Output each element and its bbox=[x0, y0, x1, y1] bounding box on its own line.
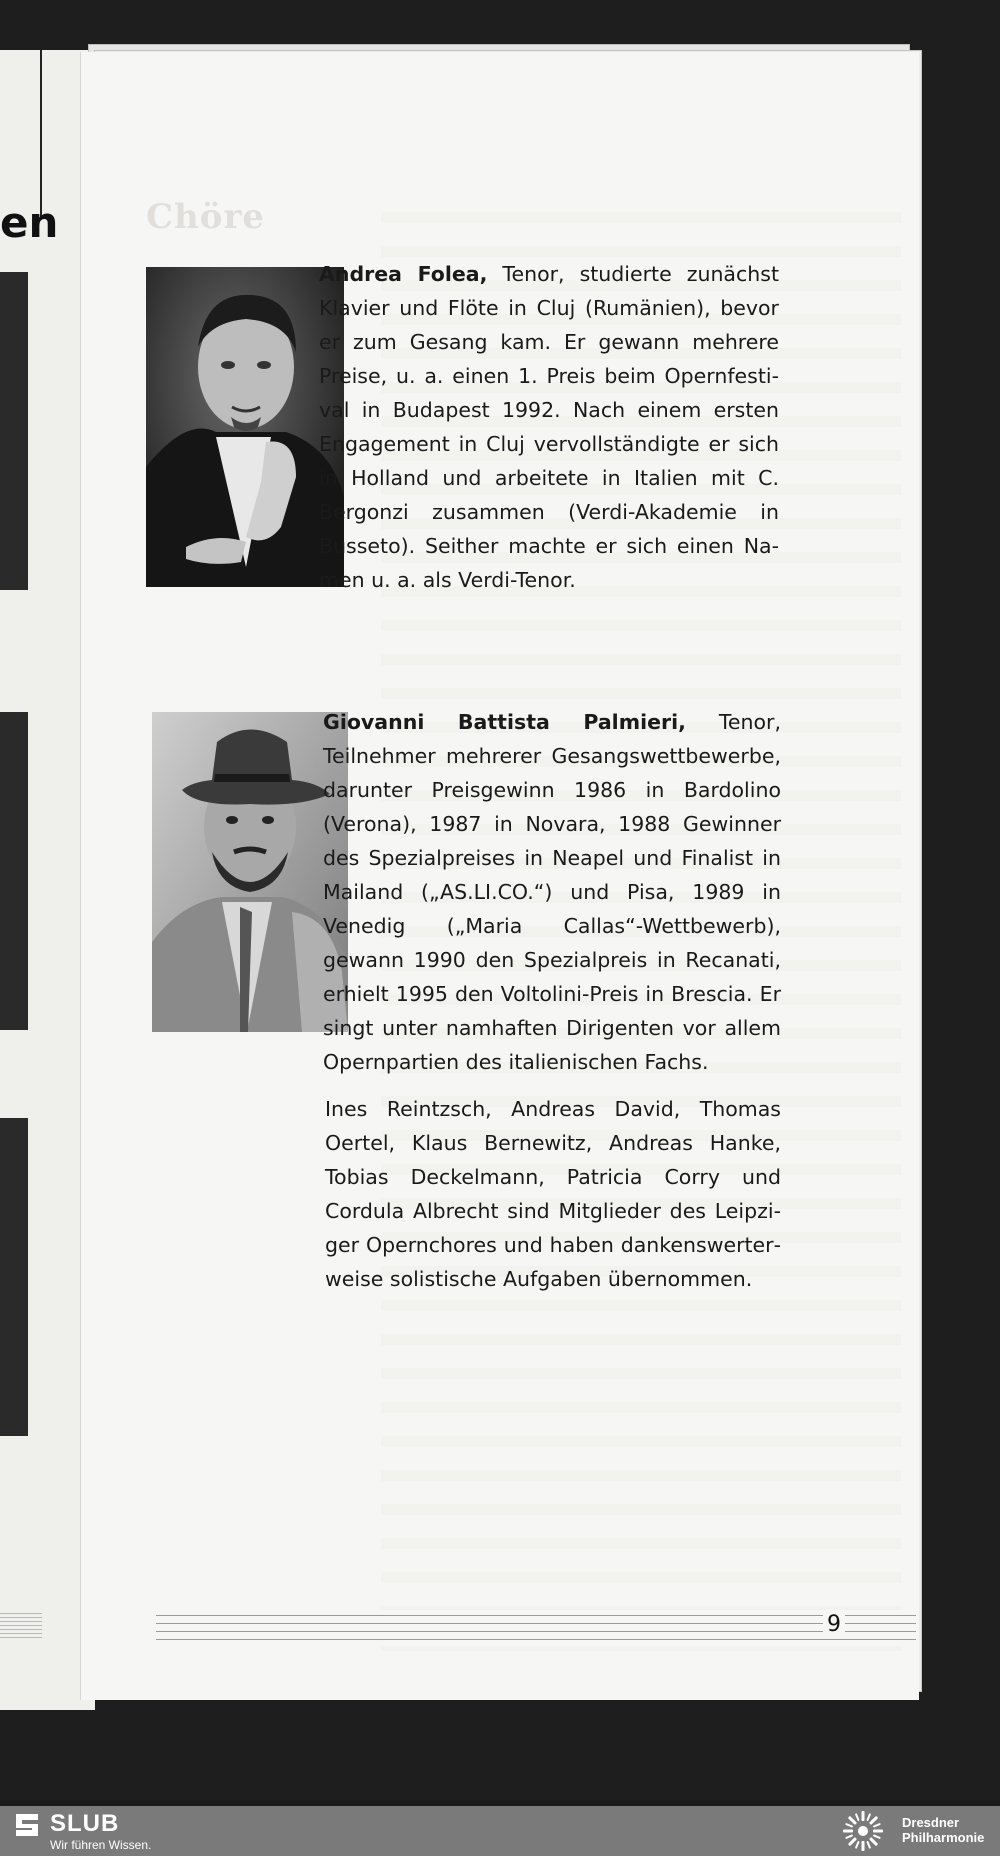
partner-name-line-1: Dresdner bbox=[902, 1815, 960, 1830]
bio-text-andrea-folea: Tenor, studierte zunächst Klavier und Flöte in Cluj (Rumänien), bevor er zum Gesang kam. Er gewann mehrere Preise, u. a. einen 1. Preis beim Opernfestival in Budapest 1992. Nach einem ersten Engagement in Cluj vervollständigte er sich in Holland und arbeitete in Italien mit C. Bergonzi zusammen (Verdi-Akademie in Busseto). Seither machte er sich einen Namen u. a. als Verdi-Tenor. bbox=[319, 262, 779, 592]
decorative-staff-lines bbox=[156, 1610, 916, 1646]
left-page-photo-3 bbox=[0, 1118, 28, 1436]
bio-name-giovanni-battista-palmieri: Giovanni Battista Palmieri, bbox=[323, 710, 686, 734]
partner-name-line-2: Philharmonie bbox=[902, 1830, 985, 1845]
left-page-heading-fragment: en bbox=[0, 198, 59, 247]
bio-name-andrea-folea: Andrea Folea, bbox=[319, 262, 488, 286]
left-page-photo-1 bbox=[0, 272, 28, 590]
bio-text-giovanni-battista-palmieri: Tenor, Teilnehmer mehrerer Gesangswettbewerbe, darunter Preisgewinn 1986 in Bardolino (Verona), 1987 in Novara, 1988 Gewinner des Spezialpreises in Neapel und Finalist in Mailand („AS.LI.CO.“) und Pisa, 1989 in Venedig („Maria Callas“-Wettbewerb), gewann 1990 den Spezialpreis in Recanati, erhielt 1995 den Voltolini-Preis in Brescia. Er singt unter namhaften Dirigenten vor allem Opernpartien des italienischen Fachs. bbox=[323, 710, 782, 1074]
slub-logo-icon bbox=[14, 1812, 40, 1838]
page-number: 9 bbox=[823, 1612, 845, 1637]
left-page-photo-2 bbox=[0, 712, 28, 1030]
chorus-soloists-note: Ines Reintzsch, Andreas David, Thomas Oertel, Klaus Bernewitz, Andreas Hanke, Tobias Deckelmann, Patricia Corry und Cordula Albrecht sind Mitglieder des Leipziger Opernchores und haben dankenswerterweise solistische Aufgaben übernommen. bbox=[325, 1097, 781, 1291]
left-page-rule bbox=[40, 50, 42, 220]
library-name: SLUB bbox=[50, 1810, 120, 1837]
dresdner-philharmonie-logo-icon bbox=[842, 1810, 884, 1852]
show-through-heading: Chöre bbox=[146, 197, 266, 237]
left-page-rules bbox=[0, 1610, 42, 1640]
library-slogan: Wir führen Wissen. bbox=[50, 1838, 152, 1852]
footer-bar bbox=[0, 1806, 1000, 1856]
brochure-page bbox=[80, 52, 919, 1700]
bio-andrea-folea bbox=[319, 257, 779, 597]
bio-giovanni-battista-palmieri bbox=[323, 705, 781, 1079]
portrait-giovanni-battista-palmieri bbox=[152, 712, 348, 1032]
portrait-andrea-folea bbox=[146, 267, 344, 587]
partner-name bbox=[902, 1815, 984, 1845]
